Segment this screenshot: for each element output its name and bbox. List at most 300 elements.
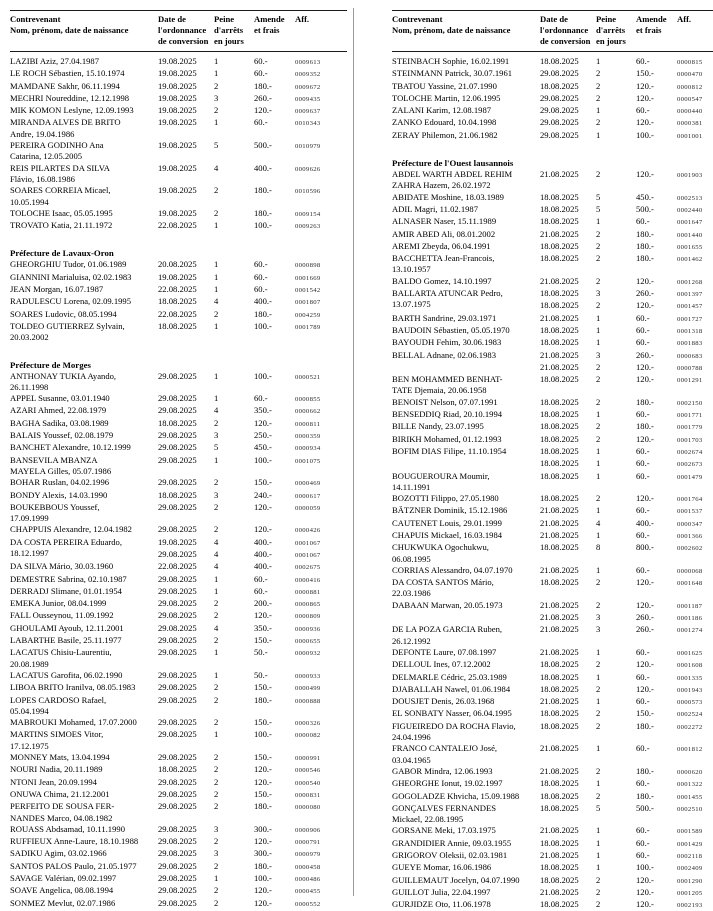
case-number: 0000458 [295, 863, 321, 871]
offender-name-line: BENOIST Nelson, 07.07.1991 [392, 396, 498, 407]
case-number: 0010343 [295, 120, 321, 128]
entry-line [158, 163, 347, 175]
table-row [392, 624, 713, 647]
case-number: 0002602 [677, 545, 703, 553]
table-row [392, 672, 713, 684]
header-line: Peine [214, 14, 235, 24]
offender-name-line: APPEL Susanne, 03.01.1940 [10, 393, 110, 404]
arrest-days: 3 [596, 288, 601, 299]
header-line: de conversion [540, 36, 591, 46]
entry-line [540, 169, 713, 181]
fine-amount: 150.- [254, 752, 272, 763]
row-entries [158, 117, 347, 140]
offender-name-line: PERFEITO DE SOUSA FER- [10, 801, 115, 812]
offender-name-line: CHAPPUIS Alexandre, 12.04.1982 [10, 524, 132, 535]
row-entries [158, 455, 347, 478]
header-line: l'ordonnance [158, 25, 207, 35]
entry-line [158, 105, 347, 117]
case-number: 0000381 [677, 120, 703, 128]
case-number: 0001186 [677, 615, 703, 623]
fine-amount: 400.- [636, 517, 654, 528]
fine-amount: 400.- [254, 296, 272, 307]
entry-line [158, 764, 347, 776]
table-row [392, 493, 713, 505]
offender-name-line: GUILLEMAUT Jocelyn, 04.07.1990 [392, 874, 520, 885]
offender-name [10, 418, 158, 430]
offender-name-line: REIS PILARTES DA SILVA [10, 162, 111, 173]
table-row [392, 337, 713, 349]
fine-amount: 180.- [636, 240, 654, 251]
header-line: en jours [214, 36, 244, 46]
entry-line [540, 647, 713, 659]
case-number: 0000906 [295, 826, 321, 834]
offender-name [392, 708, 540, 720]
conversion-date: 29.08.2025 [158, 622, 197, 633]
conversion-date: 18.08.2025 [540, 396, 579, 407]
case-number: 0000059 [295, 504, 321, 512]
offender-name [392, 542, 540, 565]
fine-amount: 120.- [636, 117, 654, 128]
offender-name [392, 93, 540, 105]
arrest-days: 2 [214, 801, 219, 812]
row-entries [540, 721, 713, 744]
entry-line [158, 208, 347, 220]
offender-name [10, 561, 158, 573]
offender-name-line: 22.03.1986 [392, 588, 431, 599]
row-entries [540, 288, 713, 313]
fine-amount: 180.- [254, 308, 272, 319]
table-row [10, 764, 347, 776]
entry-line [158, 309, 347, 321]
fine-amount: 260.- [636, 349, 654, 360]
fine-amount: 60.- [636, 529, 650, 540]
table-row [10, 81, 347, 93]
offender-name-line: BAGHA Sadika, 03.08.1989 [10, 417, 109, 428]
fine-amount: 60.- [636, 646, 650, 657]
conversion-date: 29.08.2025 [158, 836, 197, 847]
entry-line [158, 670, 347, 682]
case-number: 0000933 [295, 672, 321, 680]
offender-name-line: GHEORGHIU Tudor, 01.06.1989 [10, 259, 127, 270]
row-entries [158, 524, 347, 536]
conversion-date: 18.08.2025 [158, 764, 197, 775]
row-entries [158, 296, 347, 308]
header-line: d'arrêts [596, 25, 626, 35]
header-line: de conversion [158, 36, 209, 46]
arrest-days: 2 [596, 275, 601, 286]
fine-amount: 50.- [254, 669, 268, 680]
offender-name-line: Catarina, 12.05.2005 [10, 151, 83, 162]
offender-name [10, 670, 158, 682]
fine-amount: 400.- [254, 561, 272, 572]
entry-line [158, 524, 347, 536]
table-row [392, 130, 713, 142]
left-column [10, 10, 347, 910]
offender-name [10, 208, 158, 220]
case-number: 0001455 [677, 793, 703, 801]
offender-name-line: TATE Djemaia, 20.06.1958 [392, 385, 487, 396]
arrest-days: 2 [214, 185, 219, 196]
offender-name [10, 574, 158, 586]
row-entries [158, 185, 347, 208]
arrest-days: 2 [214, 694, 219, 705]
offender-name-line: BELLAL Adnane, 02.06.1983 [392, 349, 496, 360]
arrest-days: 2 [596, 433, 601, 444]
arrest-days: 2 [596, 790, 601, 801]
fine-amount: 100.- [254, 729, 272, 740]
case-number: 0001647 [677, 219, 703, 227]
offender-name-line: AMIR ABED Ali, 08.01.2002 [392, 228, 496, 239]
row-entries [540, 743, 713, 766]
entry-line [540, 505, 713, 517]
table-row [10, 208, 347, 220]
offender-name [10, 861, 158, 873]
offender-name [10, 717, 158, 729]
conversion-date: 22.08.2025 [158, 220, 197, 231]
arrest-days: 2 [596, 421, 601, 432]
arrest-days: 2 [596, 228, 601, 239]
fine-amount: 60.- [636, 105, 650, 116]
section-title: Préfecture de Lavaux-Oron [10, 248, 114, 259]
offender-name-line: GHOULAMI Ayoub, 12.11.2001 [10, 622, 124, 633]
offender-name [392, 684, 540, 696]
conversion-date: 18.08.2025 [540, 216, 579, 227]
entry-line [540, 518, 713, 530]
offender-name-line: LE ROCH Sébastien, 15.10.1974 [10, 68, 125, 79]
arrest-days: 1 [214, 873, 219, 883]
arrest-days: 2 [214, 860, 219, 871]
entry-line [158, 610, 347, 622]
entry-line [158, 824, 347, 836]
offender-name-line: DABAAN Marwan, 20.05.1973 [392, 599, 503, 610]
entry-line [158, 598, 347, 610]
arrest-days: 1 [596, 646, 601, 657]
header-line: Aff. [677, 14, 692, 24]
conversion-date: 29.08.2025 [540, 105, 579, 116]
fine-amount: 260.- [636, 624, 654, 635]
conversion-date: 29.08.2025 [158, 694, 197, 705]
arrest-days: 4 [214, 622, 219, 633]
fine-amount: 60.- [254, 56, 268, 66]
arrest-days: 2 [214, 776, 219, 787]
table-row [392, 505, 713, 517]
offender-name-line: 06.08.1995 [392, 553, 431, 564]
arrest-days: 5 [214, 442, 219, 453]
conversion-date: 18.08.2025 [540, 445, 579, 456]
offender-name-line: LOPES CARDOSO Rafael, [10, 694, 107, 705]
table-header [392, 10, 713, 52]
offender-name [392, 117, 540, 129]
table-row [392, 313, 713, 325]
offender-name-line: 17.09.1999 [10, 513, 49, 524]
offender-name-line: ZANKO Edouard, 10.04.1998 [392, 117, 497, 128]
row-entries [158, 68, 347, 80]
fine-amount: 100.- [254, 454, 272, 465]
conversion-date: 21.08.2025 [540, 228, 579, 239]
offender-name [392, 875, 540, 887]
row-entries [540, 397, 713, 409]
entry-line [158, 635, 347, 647]
offender-name [10, 848, 158, 860]
offender-name-line: BAYOUDH Fehim, 30.06.1983 [392, 337, 502, 348]
fine-amount: 120.- [254, 105, 272, 116]
arrest-days: 3 [214, 848, 219, 859]
offender-name [10, 68, 158, 80]
arrest-days: 3 [214, 489, 219, 500]
fine-amount: 150.- [636, 708, 654, 719]
offender-name [392, 337, 540, 349]
fine-amount: 180.- [254, 185, 272, 196]
offender-name-line: TOLOCHE Isaac, 05.05.1995 [10, 207, 113, 218]
case-number: 0000082 [295, 732, 321, 740]
offender-name-line: 03.04.1965 [392, 754, 431, 765]
table-row [392, 68, 713, 80]
conversion-date: 29.08.2025 [158, 752, 197, 763]
row-entries [540, 216, 713, 228]
row-entries [158, 561, 347, 573]
arrest-days: 2 [214, 477, 219, 488]
offender-name-line: DOUSJET Denis, 26.03.1968 [392, 696, 495, 707]
arrest-days: 4 [214, 536, 219, 547]
offender-name-line: LAZIBI Aziz, 27.04.1987 [10, 56, 100, 66]
entry-line [540, 766, 713, 778]
table-row [392, 56, 713, 68]
fine-amount: 60.- [254, 259, 268, 270]
table-row [10, 405, 347, 417]
fine-amount: 120.- [636, 80, 654, 91]
conversion-date: 29.08.2025 [540, 129, 579, 140]
offender-name-line: MAMDANE Sakhr, 06.11.1994 [10, 80, 120, 91]
row-entries [158, 717, 347, 729]
entry-line [158, 117, 347, 129]
fine-amount: 450.- [636, 191, 654, 202]
offender-name [392, 397, 540, 409]
offender-name-line: BARTH Sandrine, 29.03.1971 [392, 312, 497, 323]
table-row [10, 670, 347, 682]
entry-line [540, 838, 713, 850]
arrest-days: 4 [214, 561, 219, 572]
arrest-days: 2 [596, 899, 601, 910]
case-number: 0001001 [677, 132, 703, 140]
row-entries [540, 313, 713, 325]
header-line: Nom, prénom, date de naissance [392, 25, 511, 35]
offender-name [10, 405, 158, 417]
case-number: 0002673 [677, 461, 703, 469]
offender-name-line: MABROUKI Mohamed, 17.07.2000 [10, 717, 137, 728]
row-entries [158, 442, 347, 454]
conversion-date: 29.08.2025 [158, 548, 197, 559]
entry-line [540, 612, 713, 624]
conversion-date: 29.08.2025 [158, 524, 197, 535]
table-row [10, 56, 347, 68]
entry-line [158, 371, 347, 383]
offender-name [392, 56, 540, 68]
fine-amount: 180.- [636, 253, 654, 264]
row-entries [158, 898, 347, 910]
row-entries [158, 670, 347, 682]
offender-name-line: Andre, 19.04.1986 [10, 128, 75, 139]
arrest-days: 2 [214, 764, 219, 775]
entry-line [540, 241, 713, 253]
entry-line [158, 430, 347, 442]
offender-name [392, 825, 540, 837]
arrest-days: 4 [214, 405, 219, 416]
conversion-date: 19.08.2025 [158, 162, 197, 173]
offender-name [392, 505, 540, 517]
table-row [10, 455, 347, 478]
entry-line [540, 530, 713, 542]
fine-amount: 240.- [254, 489, 272, 500]
entry-line [158, 418, 347, 430]
table-row [10, 105, 347, 117]
case-number: 0009637 [295, 108, 321, 116]
arrest-days: 3 [214, 823, 219, 834]
conversion-date: 21.08.2025 [540, 599, 579, 610]
table-row [392, 778, 713, 790]
offender-name [392, 325, 540, 337]
arrest-days: 2 [214, 717, 219, 728]
offender-name [392, 68, 540, 80]
case-number: 0001440 [677, 231, 703, 239]
fine-amount: 120.- [254, 501, 272, 512]
arrest-days: 3 [214, 430, 219, 441]
fine-amount: 150.- [254, 477, 272, 488]
fine-amount: 120.- [636, 92, 654, 103]
header-line: Nom, prénom, date de naissance [10, 25, 129, 35]
arrest-days: 2 [214, 598, 219, 609]
offender-name-line: ABDEL WARTH ABDEL REHIM [392, 169, 513, 180]
conversion-date: 18.08.2025 [540, 708, 579, 719]
conversion-date: 29.08.2025 [158, 573, 197, 584]
conversion-date: 18.08.2025 [540, 802, 579, 813]
conversion-date: 18.08.2025 [540, 374, 579, 385]
table-row [392, 600, 713, 625]
row-entries [540, 130, 713, 142]
conversion-date: 21.08.2025 [540, 765, 579, 776]
conversion-date: 22.08.2025 [158, 284, 197, 295]
row-entries [540, 542, 713, 565]
conversion-date: 29.08.2025 [158, 682, 197, 693]
table-row [10, 848, 347, 860]
fine-amount: 60.- [636, 696, 650, 707]
entry-line [158, 284, 347, 296]
entry-line [540, 471, 713, 483]
fine-amount: 120.- [254, 610, 272, 621]
conversion-date: 21.08.2025 [540, 349, 579, 360]
conversion-date: 21.08.2025 [540, 529, 579, 540]
case-number: 0001479 [677, 473, 703, 481]
offender-name-line: GRANDIDIER Annie, 09.03.1955 [392, 837, 512, 848]
offender-name [10, 610, 158, 622]
offender-name [10, 105, 158, 117]
entry-line [540, 374, 713, 386]
entry-line [540, 577, 713, 589]
arrest-days: 1 [214, 117, 219, 128]
entry-line [540, 659, 713, 671]
table-row [392, 374, 713, 397]
fine-amount: 300.- [254, 823, 272, 834]
arrest-days: 1 [596, 564, 601, 575]
fine-amount: 60.- [254, 585, 268, 596]
row-entries [540, 672, 713, 684]
table-row [10, 68, 347, 80]
row-entries [540, 325, 713, 337]
fine-amount: 120.- [254, 897, 272, 908]
arrest-days: 5 [596, 802, 601, 813]
conversion-date: 18.08.2025 [158, 320, 197, 331]
table-row [392, 192, 713, 204]
table-row [10, 729, 347, 752]
fine-amount: 60.- [636, 56, 650, 66]
table-row [10, 185, 347, 208]
fine-amount: 60.- [254, 68, 268, 79]
offender-name [10, 789, 158, 801]
case-number: 0001589 [677, 828, 703, 836]
offender-name [392, 374, 540, 397]
fine-amount: 100.- [254, 320, 272, 331]
row-entries [540, 577, 713, 600]
case-number: 0000617 [295, 492, 321, 500]
case-number: 0000662 [295, 408, 321, 416]
table-header-offender [10, 14, 158, 47]
offender-name [10, 442, 158, 454]
offender-name-line: GUEYE Momar, 16.06.1986 [392, 862, 492, 873]
case-number: 0000888 [295, 697, 321, 705]
offender-name [392, 778, 540, 790]
offender-name-line: FALL Ousseynou, 11.09.1992 [10, 610, 114, 621]
fine-amount: 120.- [636, 169, 654, 180]
row-entries [158, 490, 347, 502]
case-number: 0001669 [295, 274, 321, 282]
conversion-date: 18.08.2025 [540, 337, 579, 348]
entry-line [158, 574, 347, 586]
case-number: 0001290 [677, 877, 703, 885]
table-row [10, 296, 347, 308]
case-number: 0002440 [677, 206, 703, 214]
offender-name-line: BÄTZNER Dominik, 15.12.1986 [392, 505, 508, 516]
row-entries [540, 708, 713, 720]
offender-name-line: 13.10.1957 [392, 264, 431, 275]
section-title: Préfecture de Morges [10, 359, 91, 370]
table-row [10, 695, 347, 718]
case-number: 0002150 [677, 399, 703, 407]
offender-name [392, 471, 540, 494]
offender-name-line: BOUKEBBOUS Youssef, [10, 501, 100, 512]
row-entries [540, 825, 713, 837]
case-number: 0001943 [677, 686, 703, 694]
row-entries [158, 824, 347, 836]
table-row [10, 598, 347, 610]
entry-line [158, 586, 347, 598]
row-entries [158, 647, 347, 670]
entry-line [158, 885, 347, 897]
conversion-date: 29.08.2025 [158, 801, 197, 812]
row-entries [158, 789, 347, 801]
fine-amount: 180.- [254, 694, 272, 705]
case-number: 0001067 [295, 551, 321, 559]
table-row [10, 623, 347, 635]
row-entries [158, 56, 347, 68]
conversion-date: 29.08.2025 [158, 430, 197, 441]
offender-name-line: ALNASER Naser, 15.11.1989 [392, 216, 497, 227]
offender-name-line: ADIL Magri, 11.02.1987 [392, 203, 479, 214]
entry-line [158, 537, 347, 549]
arrest-days: 1 [214, 284, 219, 295]
table-row [10, 272, 347, 284]
offender-name-line: 13.07.1975 [392, 299, 431, 310]
arrest-days: 1 [214, 56, 219, 66]
conversion-date: 18.08.2025 [540, 659, 579, 670]
